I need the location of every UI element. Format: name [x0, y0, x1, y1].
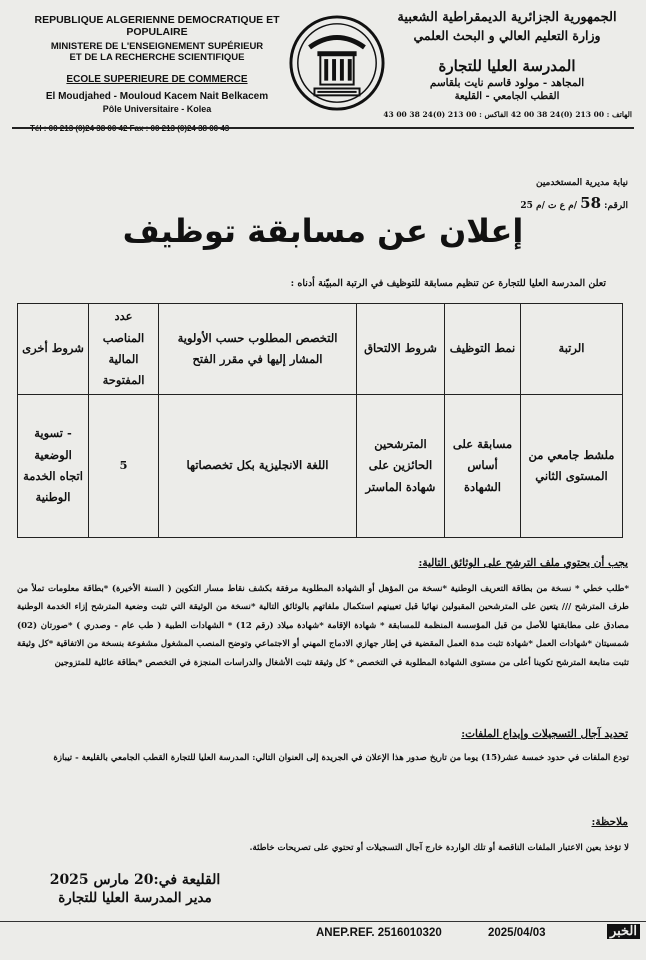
positions-table	[17, 303, 623, 538]
school-location-fr: Pôle Universitaire - Kolea	[102, 104, 212, 114]
arabic-letterhead	[382, 10, 632, 119]
reference-prefix: الرقم:	[604, 201, 628, 211]
ministry-name-fr-cont: ET DE LA RECHERCHE SCIENTIFIQUE	[69, 52, 245, 63]
deadline-body: تودع الملفات في حدود خمسة عشر(15) يوما من تاريخ صدور هذا الإعلان في الجريدة إلى العنوان التالي: المدرسة العليا للتجارة القطب الجامعي بالقليعة - تيبازة	[53, 753, 629, 763]
header-divider	[12, 127, 634, 129]
contact-line-fr: Tél : 00 213 (0)24 38 00 42 Fax : 00 213 (0)24 38 00 43	[30, 124, 230, 133]
school-seal-icon	[288, 14, 386, 112]
cell-other-conditions: - تسوية الوضعية اتجاه الخدمة الوطنية	[18, 395, 89, 538]
contact-line-ar: الهاتف : 00 213 (0)24 38 00 42 الفاكس : 00 213 (0)24 38 00 43	[383, 110, 632, 119]
footer-divider	[0, 921, 646, 922]
cell-recruitment-mode: مسابقة على أساس الشهادة	[445, 395, 521, 538]
newspaper-logo	[570, 924, 640, 946]
school-location-ar: القطب الجامعي - القليعة	[454, 91, 560, 102]
header-grade: الرتبة	[521, 304, 623, 395]
republic-name-fr: REPUBLIQUE ALGERIENNE DEMOCRATIQUE ET POPULAIRE	[34, 14, 280, 38]
reference-number	[520, 194, 628, 212]
school-name-ar: المدرسة العليا للتجارة	[438, 57, 576, 75]
school-address-ar: المجاهد - مولود قاسم نايت بلقاسم	[429, 77, 585, 89]
header-specialty: التخصص المطلوب حسب الأولوية المشار إليها في مقرر الفتح	[159, 304, 357, 395]
cell-specialty: اللغة الانجليزية بكل تخصصاتها	[159, 395, 357, 538]
ministry-name-ar: وزارة التعليم العالي و البحث العلمي	[413, 28, 601, 43]
cell-positions-count: 5	[89, 395, 159, 538]
note-heading: ملاحظة:	[591, 816, 628, 828]
header-recruitment-mode: نمط التوظيف	[445, 304, 521, 395]
department-label: نيابة مديرية المستخدمين	[535, 178, 628, 188]
deadline-heading: تحديد آجال التسجيلات وإيداع الملفات:	[461, 728, 628, 740]
signature-block	[40, 872, 230, 906]
french-letterhead	[22, 14, 292, 133]
school-address-fr: El Moudjahed - Mouloud Kacem Nait Belkacem	[45, 91, 269, 102]
table-row	[18, 395, 623, 538]
header-conditions: شروط الالتحاق	[357, 304, 445, 395]
announcement-title: إعلان عن مسابقة توظيف	[122, 212, 524, 250]
header-other-conditions: شروط أخرى	[18, 304, 89, 395]
publication-date: 2025/04/03	[488, 927, 546, 939]
republic-name-ar: الجمهورية الجزائرية الديمقراطية الشعبية	[397, 10, 617, 25]
cell-conditions: المترشحين الحائزين على شهادة الماستر	[357, 395, 445, 538]
signature-place-date: القليعة في:20 مارس 2025	[49, 872, 221, 888]
ministry-name-fr: MINISTERE DE L'ENSEIGNEMENT SUPÉRIEUR	[50, 41, 264, 52]
school-name-fr: ECOLE SUPERIEURE DE COMMERCE	[66, 74, 248, 85]
signature-title: مدير المدرسة العليا للتجارة	[58, 890, 212, 906]
newspaper-logo-text: الخبر	[607, 924, 640, 939]
table-header-row	[18, 304, 623, 395]
documents-body: *طلب خطي * نسخة من بطاقة التعريف الوطنية *نسخة من المؤهل أو الشهادة المطلوبة مرفقة بكشف نقاط مسار التكوين ( السنة الأخيرة) *بطاقة معلومات تملأ من طرف المترشح /// يتعين على المترشحين المقبولين نهائيا قبل تعيينهم استكمال ملفاتهم بالوثائق التالية *نسخة من الوثيقة التي تثبت وضعية المترشح إزاء الخدمة الوطنية مصادق على مطابقتها للأصل من قبل المؤسسة المنظمة للمسابقة * شهادة الإقامة *شهادة ميلاد (رقم 12) * الشهادات الطبية ( طب عام - وصدري ) *صورتان (02) شمسيتان *شهادات العمل *شهادة تثبت مدة العمل المقضية في إطار جهازي الادماج المهني أو الاجتماعي وتوضح المنصب المشغول مشفوعة بنسخة من الاتفاقية *كل وثيقة تثبت متابعة المترشح تكوينا أعلى من مستوى الشهادة المطلوبة في التخصص * كل وثيقة تثبت الأشغال والدراسات المنجزة في التخصص *بطاقة عائلية للمتزوجين	[17, 584, 629, 668]
reference-value: 58	[580, 194, 602, 212]
cell-grade: ملشط جامعي من المستوى الثاني	[521, 395, 623, 538]
anep-reference: ANEP.REF. 2516010320	[316, 927, 442, 939]
reference-suffix: /م ع ت /م 25	[520, 201, 578, 211]
header-positions-count: عدد المناصب المالية المفتوحة	[89, 304, 159, 395]
intro-text: تعلن المدرسة العليا للتجارة عن تنظيم مسابقة للتوظيف في الرتبة المبيّنة أدناه :	[290, 278, 606, 289]
note-body: لا تؤخذ بعين الاعتبار الملفات الناقصة أو تلك الواردة خارج آجال التسجيلات أو تحتوي على تصريحات خاطئة.	[249, 843, 629, 853]
documents-heading: يجب أن يحتوي ملف الترشح على الوثائق التالية:	[418, 557, 628, 569]
